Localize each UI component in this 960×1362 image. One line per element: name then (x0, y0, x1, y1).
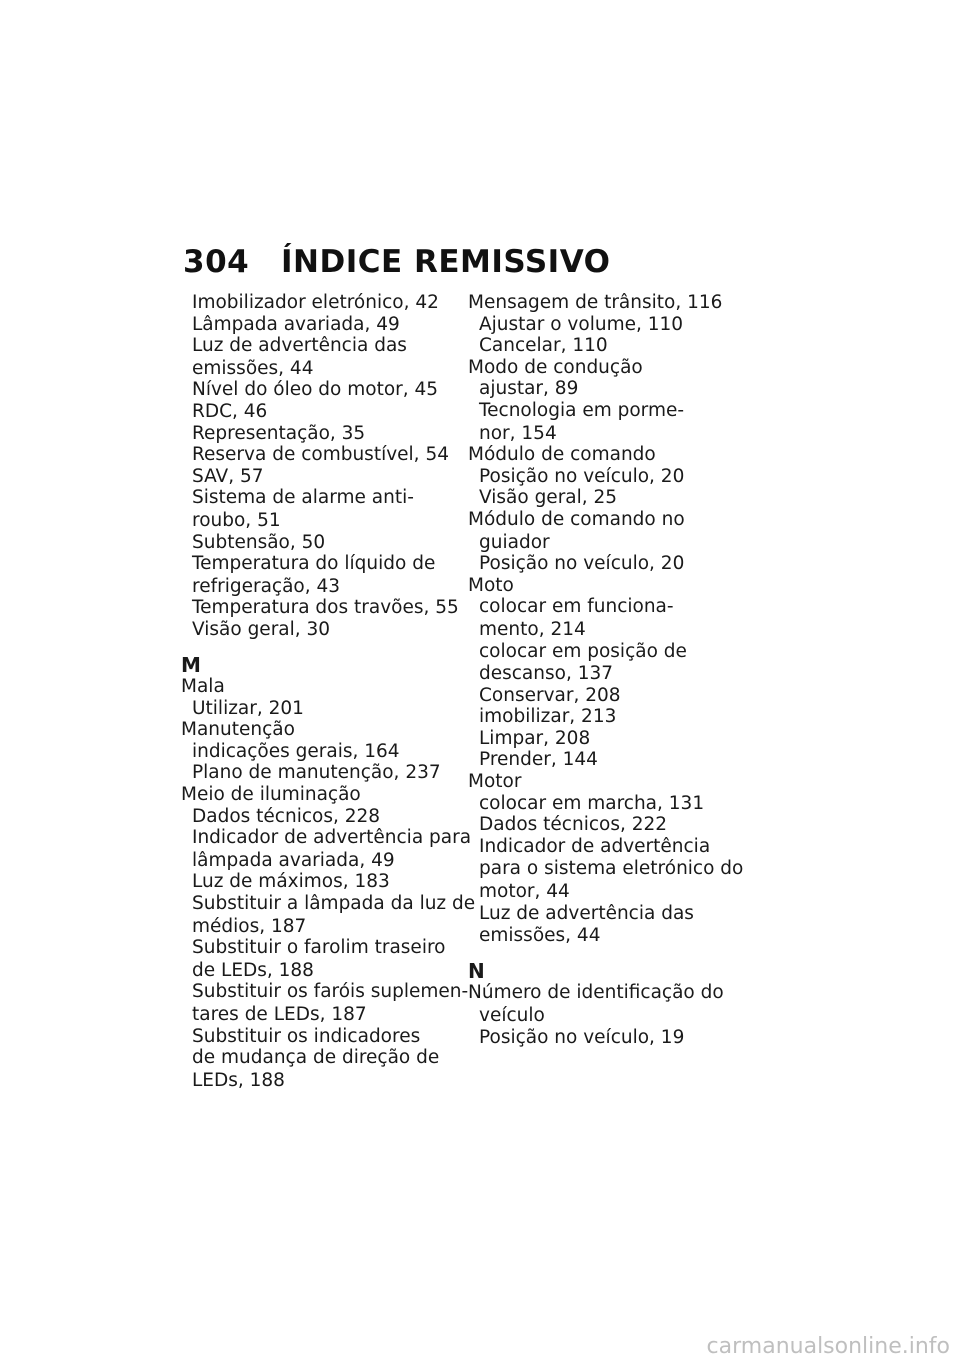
index-entry: Mensagem de trânsito, 116 (468, 292, 723, 313)
index-subentry: Reserva de combustível, 54 (192, 444, 449, 466)
index-subentry: Conservar, 208 (479, 684, 621, 706)
watermark-text: carmanualsonline.info (706, 1334, 950, 1359)
index-subentry: guiador (479, 531, 550, 553)
index-subentry: Cancelar, 110 (479, 335, 608, 357)
index-subentry: descanso, 137 (479, 663, 614, 685)
index-subentry: emissões, 44 (192, 357, 314, 379)
index-entry: Modo de condução (468, 356, 643, 378)
index-entry: Moto (468, 574, 514, 596)
index-entry: Módulo de comando no (468, 508, 685, 530)
index-column-right (468, 292, 748, 1048)
index-entry: Motor (468, 771, 522, 793)
index-subentry: tares de LEDs, 187 (192, 1004, 367, 1025)
index-subentry: Plano de manutenção, 237 (192, 762, 441, 784)
index-subentry: imobilizar, 213 (479, 706, 617, 728)
index-subentry: para o sistema eletrónico do (479, 858, 744, 880)
index-section-letter: M (181, 652, 201, 677)
index-subentry: Substituir a lâmpada da luz de (192, 893, 476, 915)
index-subentry: Posição no veículo, 20 (479, 553, 685, 575)
index-subentry: de LEDs, 188 (192, 959, 314, 981)
index-subentry: Substituir os indicadores (192, 1025, 421, 1047)
index-subentry: Tecnologia em porme- (479, 399, 685, 421)
index-subentry: Sistema de alarme anti- (192, 487, 414, 509)
index-subentry: Dados técnicos, 222 (479, 814, 668, 836)
index-subentry: Prender, 144 (479, 749, 598, 771)
index-subentry: Luz de advertência das (192, 335, 407, 357)
index-subentry: mento, 214 (479, 618, 586, 640)
index-subentry: LEDs, 188 (192, 1069, 285, 1091)
page-title: ÍNDICE REMISSIVO (281, 244, 611, 280)
index-subentry: Indicador de advertência para (192, 827, 472, 849)
index-subentry: SAV, 57 (192, 465, 264, 487)
index-subentry: Luz de máximos, 183 (192, 871, 390, 893)
index-entry: Módulo de comando (468, 444, 656, 466)
index-subentry: indicações gerais, 164 (192, 740, 400, 762)
page-number: 304 (183, 244, 250, 280)
index-subentry: RDC, 46 (192, 400, 268, 422)
index-subentry: Representação, 35 (192, 422, 366, 444)
index-subentry: Posição no veículo, 20 (479, 465, 685, 487)
index-column-left (181, 292, 476, 1091)
index-subentry: Dados técnicos, 228 (192, 805, 381, 827)
index-subentry: Temperatura do líquido de (192, 553, 436, 575)
index-subentry: Luz de advertência das (479, 902, 694, 924)
index-subentry: de mudança de direção de (192, 1047, 440, 1069)
index-subentry: Subtensão, 50 (192, 531, 326, 553)
index-entry: Meio de iluminação (181, 784, 361, 806)
index-subentry: médios, 187 (192, 915, 307, 937)
index-subentry: Visão geral, 25 (479, 487, 618, 509)
index-subentry: roubo, 51 (192, 509, 281, 531)
index-subentry: veículo (479, 1005, 545, 1026)
index-subentry: lâmpada avariada, 49 (192, 849, 395, 871)
index-subentry: Utilizar, 201 (192, 697, 304, 719)
index-subentry: nor, 154 (479, 422, 557, 444)
index-subentry: colocar em marcha, 131 (479, 792, 705, 814)
index-subentry: colocar em posição de (479, 640, 687, 662)
index-subentry: Limpar, 208 (479, 727, 591, 749)
index-section-letter: N (468, 958, 485, 983)
index-subentry: Substituir o farolim traseiro (192, 937, 446, 959)
index-subentry: Substituir os faróis suplemen- (192, 981, 469, 1003)
index-subentry: emissões, 44 (479, 925, 601, 947)
index-subentry: Ajustar o volume, 110 (479, 313, 684, 335)
index-subentry: colocar em funciona- (479, 596, 674, 618)
page-header (183, 244, 611, 280)
index-entry: Mala (181, 676, 225, 698)
index-subentry: ajustar, 89 (479, 378, 579, 400)
index-entry: Número de identificação do (468, 982, 724, 1004)
index-subentry: Posição no veículo, 19 (479, 1026, 685, 1048)
index-subentry: motor, 44 (479, 881, 570, 903)
index-subentry: Lâmpada avariada, 49 (192, 313, 400, 335)
index-subentry: Temperatura dos travões, 55 (192, 597, 459, 619)
index-subentry: Nível do óleo do motor, 45 (192, 379, 439, 401)
index-entry: Manutenção (181, 719, 295, 741)
index-subentry: Imobilizador eletrónico, 42 (192, 292, 439, 313)
index-subentry: Indicador de advertência (479, 835, 711, 857)
index-subentry: refrigeração, 43 (192, 575, 341, 597)
index-subentry: Visão geral, 30 (192, 618, 331, 640)
